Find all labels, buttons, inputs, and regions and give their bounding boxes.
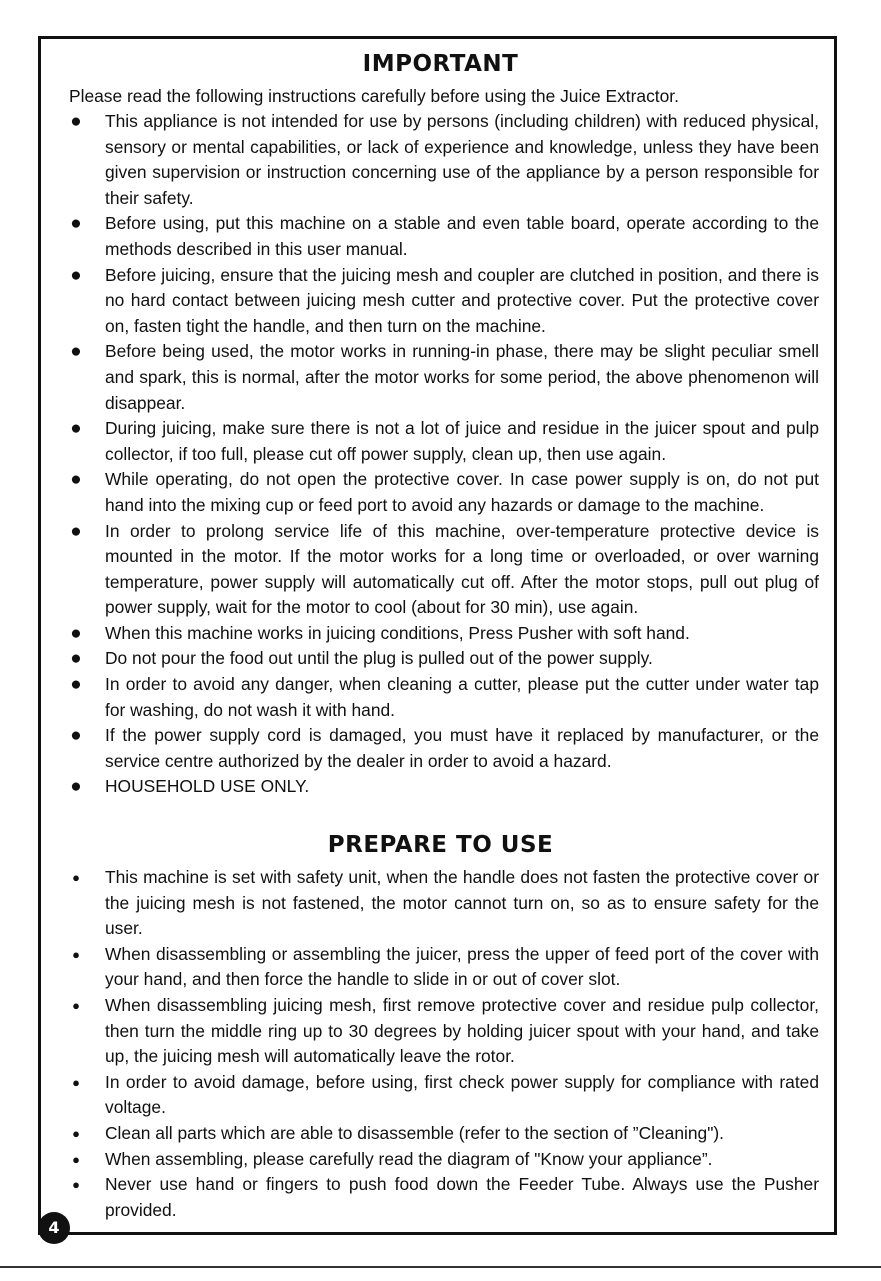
- bullet-icon: ●: [70, 776, 82, 798]
- item-text: In order to avoid any danger, when cleaning a cutter, please put the cutter under water tap for washing, do not wash it with hand.: [105, 674, 819, 720]
- bullet-icon: ●: [70, 648, 82, 670]
- prepare-list: [0, 865, 881, 1223]
- bullet-icon: ●: [70, 264, 82, 286]
- item-text: Clean all parts which are able to disassemble (refer to the section of ”Cleaning").: [105, 1122, 725, 1143]
- list-item: [0, 646, 881, 672]
- bullet-icon: ●: [70, 213, 82, 235]
- bullet-icon: ●: [72, 1125, 80, 1141]
- item-text: Before being used, the motor works in running-in phase, there may be slight peculiar smell and spark, this is normal, after the motor works for some period, the above phenomenon will disappear.: [105, 341, 819, 413]
- bullet-icon: ●: [72, 1151, 80, 1167]
- list-item: [0, 993, 881, 1070]
- item-text: While operating, do not open the protective cover. In case power supply is on, do not put hand into the mixing cup or feed port to avoid any hazards or damage to the machine.: [105, 469, 819, 515]
- item-text: HOUSEHOLD USE ONLY.: [105, 776, 310, 797]
- item-text: If the power supply cord is damaged, you must have it replaced by manufacturer, or the service centre authorized by the dealer in order to avoid a hazard.: [105, 725, 819, 771]
- item-text: Do not pour the food out until the plug is pulled out of the power supply.: [105, 648, 653, 669]
- intro-text: Please read the following instructions carefully before using the Juice Extractor.: [69, 86, 679, 106]
- list-item: [0, 1147, 881, 1173]
- bullet-icon: ●: [70, 469, 82, 491]
- list-item: [0, 1070, 881, 1121]
- bullet-icon: ●: [72, 1177, 80, 1193]
- list-item: [0, 621, 881, 647]
- item-text: This appliance is not intended for use by persons (including children) with reduced physical, sensory or mental capabilities, or lack of experience and knowledge, unless they have been given supervision or instruction concerning use of the appliance by a person responsible for their safety.: [105, 111, 819, 208]
- item-text: Before juicing, ensure that the juicing mesh and coupler are clutched in position, and there is no hard contact between juicing mesh cutter and protective cover. Put the protective cover on, fasten tight the handle, and then turn on the machine.: [105, 264, 819, 336]
- list-item: [0, 109, 881, 211]
- list-item: [0, 467, 881, 518]
- important-heading: IMPORTANT: [362, 51, 519, 77]
- important-list: [0, 109, 881, 800]
- item-text: When disassembling juicing mesh, first remove protective cover and residue pulp collector, then turn the middle ring up to 30 degrees by holding juicer spout with your hand, and take up, the juicing mesh will automatically leave the rotor.: [105, 994, 819, 1067]
- list-item: [0, 339, 881, 416]
- prepare-heading: PREPARE TO USE: [327, 832, 554, 858]
- bullet-icon: ●: [70, 111, 82, 132]
- list-item: [0, 774, 881, 800]
- list-item: [0, 865, 881, 942]
- list-item: [0, 1121, 881, 1147]
- bullet-icon: ●: [70, 418, 82, 440]
- item-text: When this machine works in juicing conditions, Press Pusher with soft hand.: [105, 622, 690, 643]
- item-text: During juicing, make sure there is not a lot of juice and residue in the juicer spout and pulp collector, if too full, please cut off power supply, clean up, then use again.: [105, 418, 819, 464]
- bullet-icon: ●: [70, 341, 82, 363]
- bullet-icon: ●: [72, 1074, 80, 1090]
- list-item: [0, 416, 881, 467]
- bottom-divider: [0, 1266, 881, 1268]
- bullet-icon: ●: [70, 674, 82, 696]
- bullet-icon: ●: [70, 725, 82, 747]
- item-text: When disassembling or assembling the juicer, press the upper of feed port of the cover with your hand, and then force the handle to slide in or out of cover slot.: [105, 943, 819, 990]
- item-text: Before using, put this machine on a stable and even table board, operate according to the methods described in this user manual.: [105, 213, 819, 259]
- list-item: [0, 211, 881, 262]
- item-text: This machine is set with safety unit, when the handle does not fasten the protective cover or the juicing mesh is not fastened, the motor cannot turn on, so as to ensure safety for the user.: [105, 867, 819, 939]
- page-number-badge: 4: [38, 1212, 70, 1244]
- item-text: In order to avoid damage, before using, first check power supply for compliance with rated voltage.: [105, 1071, 819, 1118]
- bullet-icon: ●: [72, 946, 80, 962]
- list-item: [0, 723, 881, 774]
- bullet-icon: ●: [70, 520, 82, 542]
- bullet-icon: ●: [72, 997, 80, 1013]
- item-text: Never use hand or fingers to push food down the Feeder Tube. Always use the Pusher provided.: [105, 1174, 819, 1220]
- list-item: [0, 263, 881, 340]
- bullet-icon: ●: [72, 870, 80, 885]
- list-item: [0, 672, 881, 723]
- item-text: In order to prolong service life of this machine, over-temperature protective device is mounted in the motor. If the motor works for a long time or overloaded, or over warning temperature, power supply will automatically cut off. After the motor stops, pull out plug of power supply, wait for the motor to cool (about for 30 min), use again.: [105, 520, 819, 618]
- item-text: When assembling, please carefully read the diagram of "Know your appliance”.: [105, 1148, 713, 1169]
- bullet-icon: ●: [70, 622, 82, 644]
- list-item: [0, 1172, 881, 1223]
- list-item: [0, 519, 881, 621]
- list-item: [0, 942, 881, 993]
